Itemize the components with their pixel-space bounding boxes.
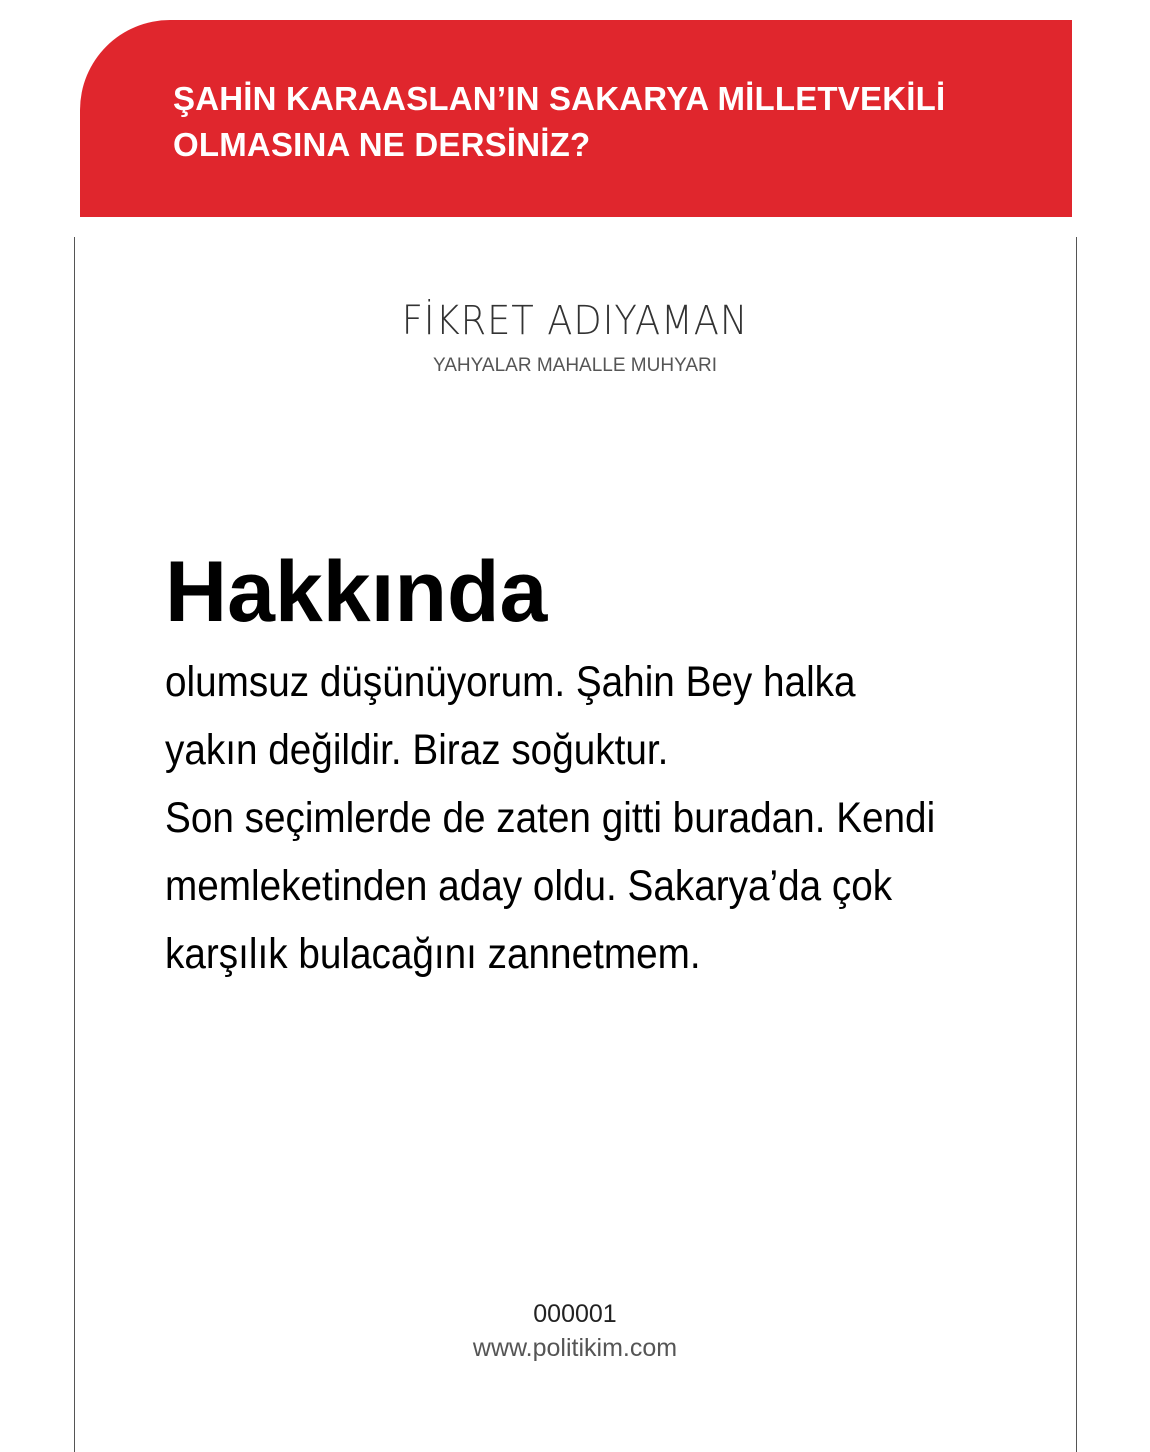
document-number: 000001 [533,1300,617,1328]
answer-line: yakın değildir. Biraz soğuktur. [165,726,669,774]
answer-line: olumsuz düşünüyorum. Şahin Bey halka [165,658,856,706]
question-title-line-2: OLMASINA NE DERSİNİZ? [173,126,591,163]
right-border-rule [1076,237,1077,1452]
answer-line: memleketinden aday oldu. Sakarya’da çok [165,862,893,910]
header-banner [80,20,1072,217]
answer-text [165,648,1045,988]
left-border-rule [74,237,75,1452]
answer-heading: Hakkında [165,544,548,640]
question-title-line-1: ŞAHİN KARAASLAN’IN SAKARYA MİLLETVEKİLİ [173,80,946,117]
respondent-name: FİKRET ADIYAMAN [401,298,749,344]
question-title [173,76,1012,168]
respondent-title: YAHYALAR MAHALLE MUHYARI [432,355,718,376]
answer-line: karşılık bulacağını zannetmem. [165,930,701,978]
website-url: www.politikim.com [472,1334,678,1362]
answer-line: Son seçimlerde de zaten gitti buradan. Kendi [165,794,936,842]
